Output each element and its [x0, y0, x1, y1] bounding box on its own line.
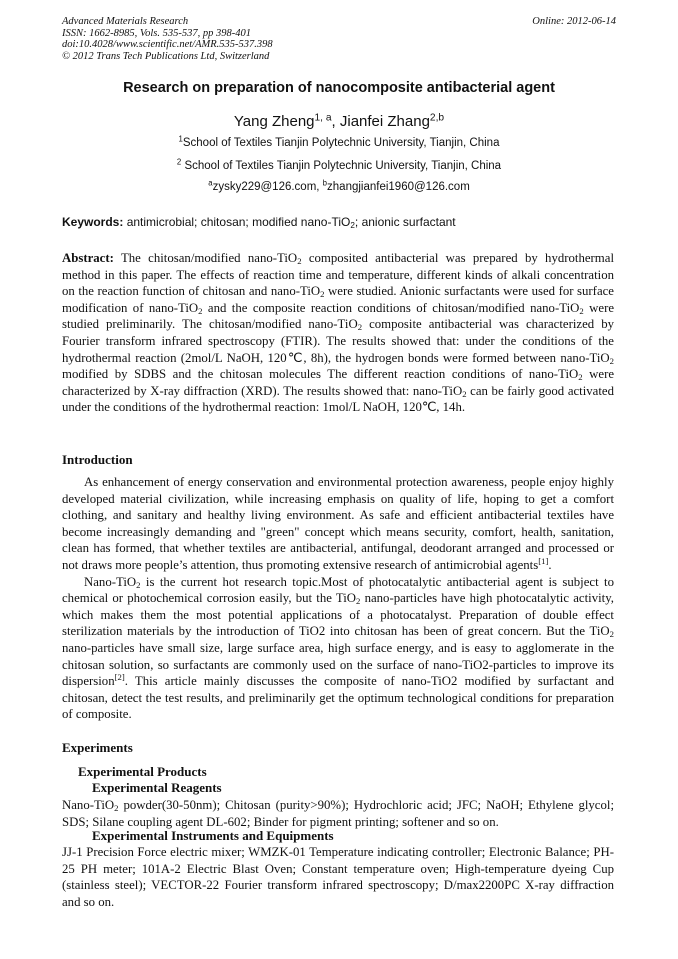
author-1: Yang Zheng [233, 113, 315, 130]
introduction-body [62, 474, 614, 723]
experiments-heading: Experiments [62, 740, 133, 755]
abstract-sub-1: 2 [297, 256, 302, 267]
author-1-sup: 1, a [314, 112, 332, 124]
introduction-heading: Introduction [62, 452, 133, 467]
reagents-text-a: Nano-TiO [62, 798, 115, 812]
email-line [62, 178, 616, 193]
intro-sub-3: 2 [609, 629, 614, 640]
abstract-text-5: were studied preliminarily. The chitosan/modified nano-TiO [62, 300, 615, 332]
instruments-heading: Experimental Instruments and Equipments [92, 828, 334, 843]
abstract-text-6: composite antibacterial was characterized by Fourier transform infrared spectroscopy (FTIR). The results showed that: under the conditions of the hydrothermal reaction (2mol/L NaOH, 120℃, 8h), the hydrogen bonds were formed between nano-TiO [62, 317, 615, 365]
intro-para-2-c: nano-particles have high photocatalytic activity, which makes them the most potential applications of a photocatalyst. Preparation of double effect sterilization materials by the introduction of TiO2 into chitosan has been of great concern. But the TiO [62, 591, 614, 639]
abstract-text-4: and the composite reaction conditions of chitosan/modified nano-TiO [202, 300, 580, 315]
intro-sub-1: 2 [136, 579, 141, 590]
intro-para-2-e: . This article mainly discusses the composite of nano-TiO2 modified by surfactant and chitosan, detect the test results, and preliminarily get the optimum technological conditions for preparation of composite. [62, 674, 614, 722]
abstract-sub-3: 2 [198, 305, 203, 316]
intro-para-2-a: Nano-TiO [84, 574, 137, 589]
abstract-sub-8: 2 [462, 388, 467, 399]
intro-sub-2: 2 [356, 596, 361, 607]
abstract-text-3: were studied. Anionic surfactants were used for surface modification of nano-TiO [62, 284, 614, 315]
affiliation-2-text: School of Textiles Tianjin Polytechnic University, Tianjin, China [181, 160, 502, 172]
affiliation-1 [62, 134, 616, 149]
journal-header [62, 16, 616, 62]
abstract-sub-5: 2 [357, 322, 363, 333]
affiliation-2-sup: 2 [176, 157, 182, 167]
abstract-sub-6: 2 [609, 355, 614, 366]
affiliation-1-text: School of Textiles Tianjin Polytechnic University, Tianjin, China [182, 137, 500, 149]
products-heading: Experimental Products [78, 764, 207, 779]
abstract-sub-7: 2 [578, 372, 583, 383]
email-a: zysky229@126.com, [212, 181, 323, 193]
affiliation-2 [62, 157, 616, 172]
intro-para-1-end: . [548, 557, 552, 572]
author-line [62, 113, 616, 130]
online-date: Online: 2012-06-14 [532, 16, 616, 27]
intro-para-2-b: is the current hot research topic.Most of photocatalytic antibacterial agent is subject to chemical or photochemical corrosion easily, but the TiO [62, 574, 614, 606]
abstract-text-9: can be fairly good activated under the conditions of the hydrothermal reaction: 1mol/L NaOH, 120℃, 14h. [62, 383, 614, 415]
paper-title: Research on preparation of nanocomposite antibacterial agent [123, 80, 555, 96]
reagents-text [62, 797, 614, 830]
doi-line: doi:10.4028/www.scientific.net/AMR.535-537.398 [62, 39, 273, 50]
email-a-sup: a [208, 178, 213, 188]
keywords-sub: 2 [350, 221, 355, 231]
abstract-sub-4: 2 [579, 305, 584, 316]
keywords-label: Keywords: [62, 215, 124, 229]
keywords-text-1: antimicrobial; chitosan; modified nano-TiO [123, 215, 351, 229]
abstract-text-7: modified by SDBS and the chitosan molecules The different reaction conditions of nano-TiO [62, 367, 579, 382]
journal-name: Advanced Materials Research [62, 16, 189, 27]
reagents-heading: Experimental Reagents [92, 780, 222, 795]
intro-ref-1: [1] [538, 556, 549, 567]
intro-ref-2: [2] [114, 672, 125, 683]
copyright-line: © 2012 Trans Tech Publications Ltd, Switzerland [62, 50, 270, 62]
instruments-paragraph: JJ-1 Precision Force electric mixer; WMZK-01 Temperature indicating controller; Electronic Balance; PH-25 PH meter; 101A-2 Electric Blast Oven; Constant temperature oven; High-temperature dyeing Cup (stainless steel); VECTOR-22 Fourier transform infrared spectroscopy; D/max2200PC X-ray diffraction and so on. [62, 845, 614, 909]
abstract-label: Abstract [62, 251, 110, 265]
abstract-colon: : [109, 251, 114, 265]
email-b: zhangjianfei1960@126.com [327, 181, 470, 193]
abstract-text-1: The chitosan/modified nano-TiO [113, 251, 298, 265]
keywords-text-2: ; anionic surfactant [354, 215, 456, 229]
reagents-text-b: powder(30-50nm); Chitosan (purity>90%); Hydrochloric acid; JFC; NaOH; Ethylene glycol; SDS; Silane coupling agent DL-602; Binder for pigment printing; softener and so on. [62, 798, 614, 829]
intro-para-2-d: nano-particles have small size, large surface area, high surface energy, and is easy to agglomerate in the chitosan solution, so surfactants are commonly used on the surface of nano-TiO2-particles to improve its dispersion [62, 640, 614, 689]
abstract-sub-2: 2 [320, 289, 325, 300]
keywords [62, 215, 616, 229]
affiliation-1-sup: 1 [178, 134, 183, 144]
abstract-text-8: were characterized by X-ray diffraction (XRD). The results showed that: nano-TiO [62, 367, 615, 398]
issn-line: ISSN: 1662-8985, Vols. 535-537, pp 398-401 [62, 27, 251, 39]
reagents-sub: 2 [114, 803, 119, 814]
intro-paragraph-2 [62, 574, 614, 723]
author-separator: , [331, 113, 340, 130]
intro-paragraph-1 [62, 474, 614, 574]
abstract [62, 250, 614, 416]
intro-para-1-text: As enhancement of energy conservation and environmental protection awareness, people enjoy highly developed material civilization, while increasing emphasis on quality of life, hoping to get a comfort clothing, and sanitary and healthy living environment. As safe and efficient antibacterial textiles have become increasingly demanding and "green" concept which means security, comfort, health, sanitation, clean has formed, that whether textiles are antibacterial, antifungal, deodorant arranged and processed or not draws more people’s attention, thus promoting extensive research of antimicrobial agents [62, 475, 614, 572]
abstract-text-2: composited antibacterial was prepared by hydrothermal method in this paper. The effects of reaction time and temperature, different kinds of alkali concentration on the reaction function of chitosan and nano-TiO [62, 251, 615, 299]
instruments-text [62, 844, 614, 910]
email-b-sup: b [322, 178, 328, 188]
author-2: Jianfei Zhang [339, 113, 430, 130]
author-2-sup: 2,b [429, 112, 445, 124]
